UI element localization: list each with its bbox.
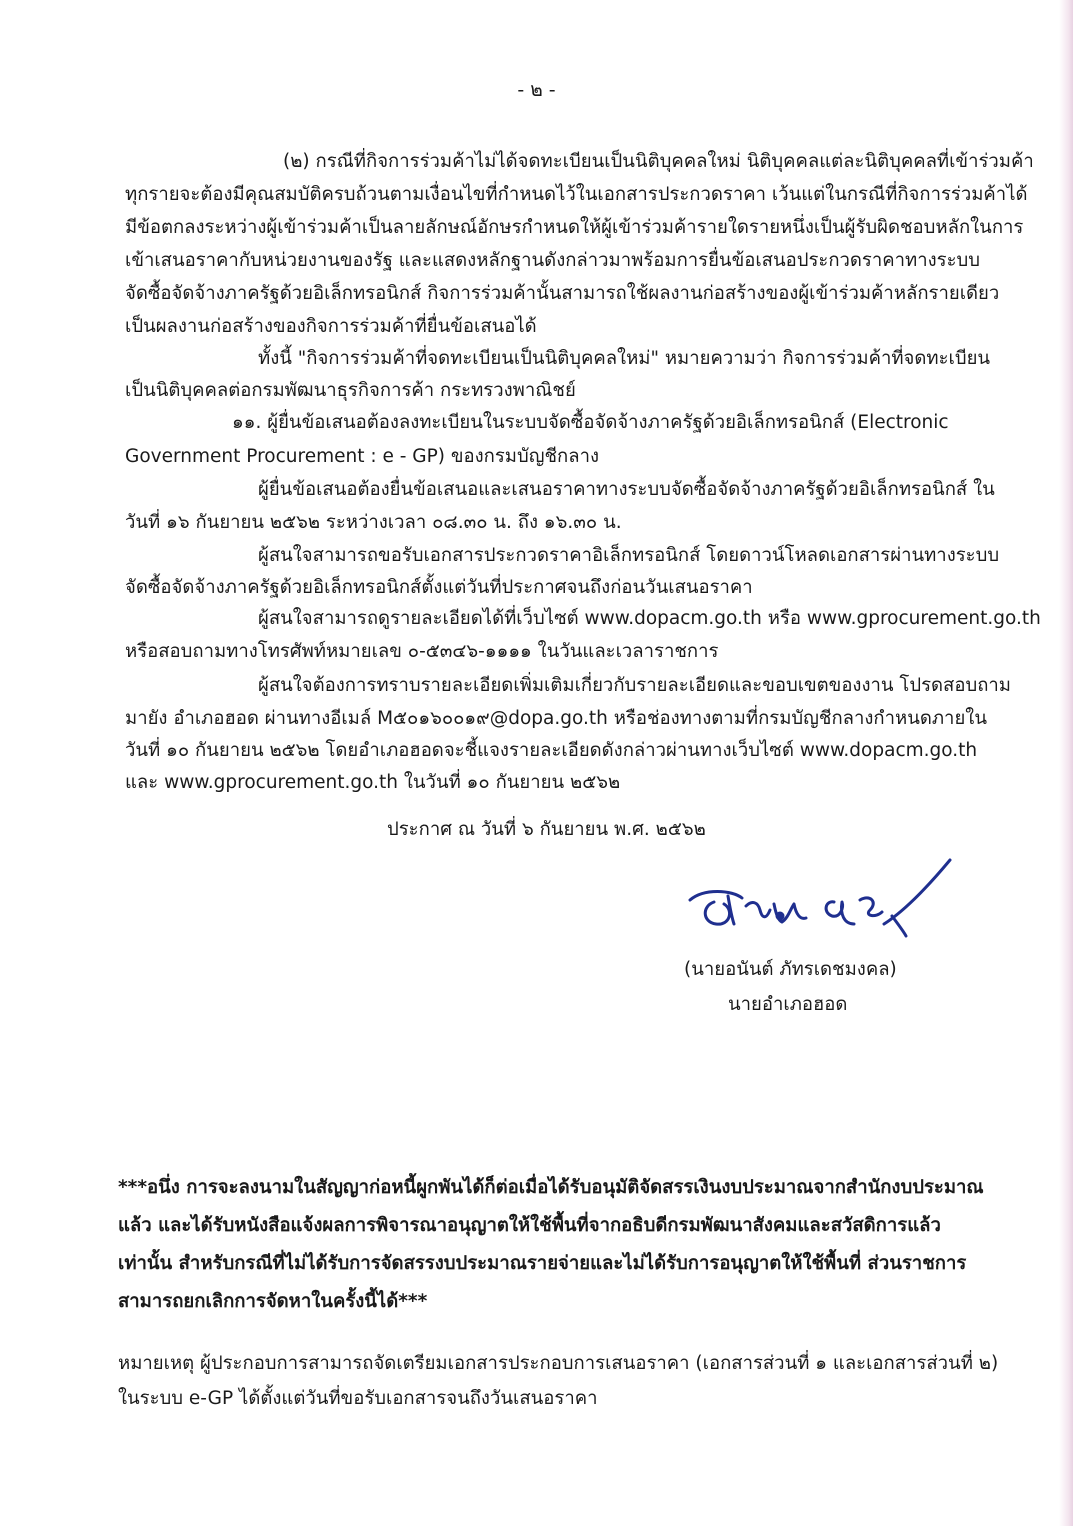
- paragraph-line: เข้าเสนอราคากับหน่วยงานของรัฐ และแสดงหลักฐานดังกล่าวมาพร้อมการยื่นข้อเสนอประกวดราคาทางระบบ: [125, 250, 980, 271]
- signatory-name: (นายอนันต์ ภัทรเดชมงคล): [684, 959, 897, 980]
- paragraph-line: ผู้สนใจสามารถดูรายละเอียดได้ที่เว็บไซต์ www.dopacm.go.th หรือ www.gprocurement.go.th: [258, 608, 1041, 629]
- paragraph-line: เป็นผลงานก่อสร้างของกิจการร่วมค้าที่ยื่นข้อเสนอได้: [125, 316, 537, 337]
- paragraph-line: Government Procurement : e - GP) ของกรมบัญชีกลาง: [125, 446, 600, 467]
- notice-line: แล้ว และได้รับหนังสือแจ้งผลการพิจารณาอนุญาตให้ใช้พื้นที่จากอธิบดีกรมพัฒนาสังคมและสวัสดิการแล้ว: [118, 1215, 941, 1236]
- paragraph-line: ผู้ยื่นข้อเสนอต้องยื่นข้อเสนอและเสนอราคาทางระบบจัดซื้อจัดจ้างภาครัฐด้วยอิเล็กทรอนิกส์ ใน: [258, 479, 995, 500]
- paragraph-line: มีข้อตกลงระหว่างผู้เข้าร่วมค้าเป็นลายลักษณ์อักษรกำหนดให้ผู้เข้าร่วมค้ารายใดรายหนึ่งเป็นผู้รับผิดชอบหลักในการ: [125, 217, 1024, 238]
- paragraph-line: ผู้สนใจต้องการทราบรายละเอียดเพิ่มเติมเกี่ยวกับรายละเอียดและขอบเขตของงาน โปรดสอบถาม: [258, 675, 1011, 696]
- paragraph-line: วันที่ ๑๖ กันยายน ๒๕๖๒ ระหว่างเวลา ๐๘.๓๐ น. ถึง ๑๖.๓๐ น.: [125, 512, 622, 533]
- paragraph-line: ๑๑. ผู้ยื่นข้อเสนอต้องลงทะเบียนในระบบจัดซื้อจัดจ้างภาครัฐด้วยอิเล็กทรอนิกส์ (Electronic: [232, 412, 949, 433]
- paragraph-line: จัดซื้อจัดจ้างภาครัฐด้วยอิเล็กทรอนิกส์ตั้งแต่วันที่ประกาศจนถึงก่อนวันเสนอราคา: [125, 577, 753, 598]
- paragraph-line: มายัง อำเภอฮอด ผ่านทางอีเมล์ M๕๐๑๖๐๐๑๙@dopa.go.th หรือช่องทางตามที่กรมบัญชีกลางกำหนดภายใน: [125, 708, 987, 729]
- paragraph-line: ผู้สนใจสามารถขอรับเอกสารประกวดราคาอิเล็กทรอนิกส์ โดยดาวน์โหลดเอกสารผ่านทางระบบ: [258, 545, 1000, 566]
- paragraph-line: (๒) กรณีที่กิจการร่วมค้าไม่ได้จดทะเบียนเป็นนิติบุคคลใหม่ นิติบุคคลแต่ละนิติบุคคลที่เข้าร่วมค้า: [283, 151, 1034, 172]
- paragraph-line: หรือสอบถามทางโทรศัพท์หมายเลข ๐-๕๓๔๖-๑๑๑๑ ในวันและเวลาราชการ: [125, 641, 719, 662]
- paragraph-line: จัดซื้อจัดจ้างภาครัฐด้วยอิเล็กทรอนิกส์ กิจการร่วมค้านั้นสามารถใช้ผลงานก่อสร้างของผู้เข้าร่วมค้าหลักรายเดียว: [125, 283, 1000, 304]
- notice-line: ***อนึ่ง การจะลงนามในสัญญาก่อหนี้ผูกพันได้ก็ต่อเมื่อได้รับอนุมัติจัดสรรเงินงบประมาณจากสำนักงบประมาณ: [118, 1177, 984, 1198]
- page-edge-decoration: [1059, 0, 1073, 1526]
- remark-line: หมายเหตุ ผู้ประกอบการสามารถจัดเตรียมเอกสารประกอบการเสนอราคา (เอกสารส่วนที่ ๑ และเอกสารส่วนที่ ๒): [118, 1353, 999, 1374]
- notice-line: สามารถยกเลิกการจัดหาในครั้งนี้ได้***: [118, 1291, 428, 1312]
- paragraph-line: ทุกรายจะต้องมีคุณสมบัติครบถ้วนตามเงื่อนไขที่กำหนดไว้ในเอกสารประกวดราคา เว้นแต่ในกรณีที่กิจการร่วมค้าได้: [125, 184, 1028, 205]
- page-number: - ๒ -: [517, 79, 556, 101]
- paragraph-line: และ www.gprocurement.go.th ในวันที่ ๑๐ กันยายน ๒๕๖๒: [125, 772, 621, 793]
- paragraph-line: ทั้งนี้ "กิจการร่วมค้าที่จดทะเบียนเป็นนิติบุคคลใหม่" หมายความว่า กิจการร่วมค้าที่จดทะเบียน: [258, 348, 991, 369]
- notice-line: เท่านั้น สำหรับกรณีที่ไม่ได้รับการจัดสรรงบประมาณรายจ่ายและไม่ได้รับการอนุญาตให้ใช้พื้นที่ ส่วนราชการ: [118, 1253, 967, 1274]
- remark-line: ในระบบ e-GP ได้ตั้งแต่วันที่ขอรับเอกสารจนถึงวันเสนอราคา: [118, 1388, 598, 1409]
- paragraph-line: วันที่ ๑๐ กันยายน ๒๕๖๒ โดยอำเภอฮอดจะชี้แจงรายละเอียดดังกล่าวผ่านทางเว็บไซต์ www.dopacm.go.th: [125, 740, 978, 761]
- signatory-title: นายอำเภอฮอด: [728, 994, 848, 1015]
- announcement-date: ประกาศ ณ วันที่ ๖ กันยายน พ.ศ. ๒๕๖๒: [387, 819, 706, 840]
- signature-image: [684, 858, 954, 938]
- paragraph-line: เป็นนิติบุคคลต่อกรมพัฒนาธุรกิจการค้า กระทรวงพาณิชย์: [125, 380, 576, 401]
